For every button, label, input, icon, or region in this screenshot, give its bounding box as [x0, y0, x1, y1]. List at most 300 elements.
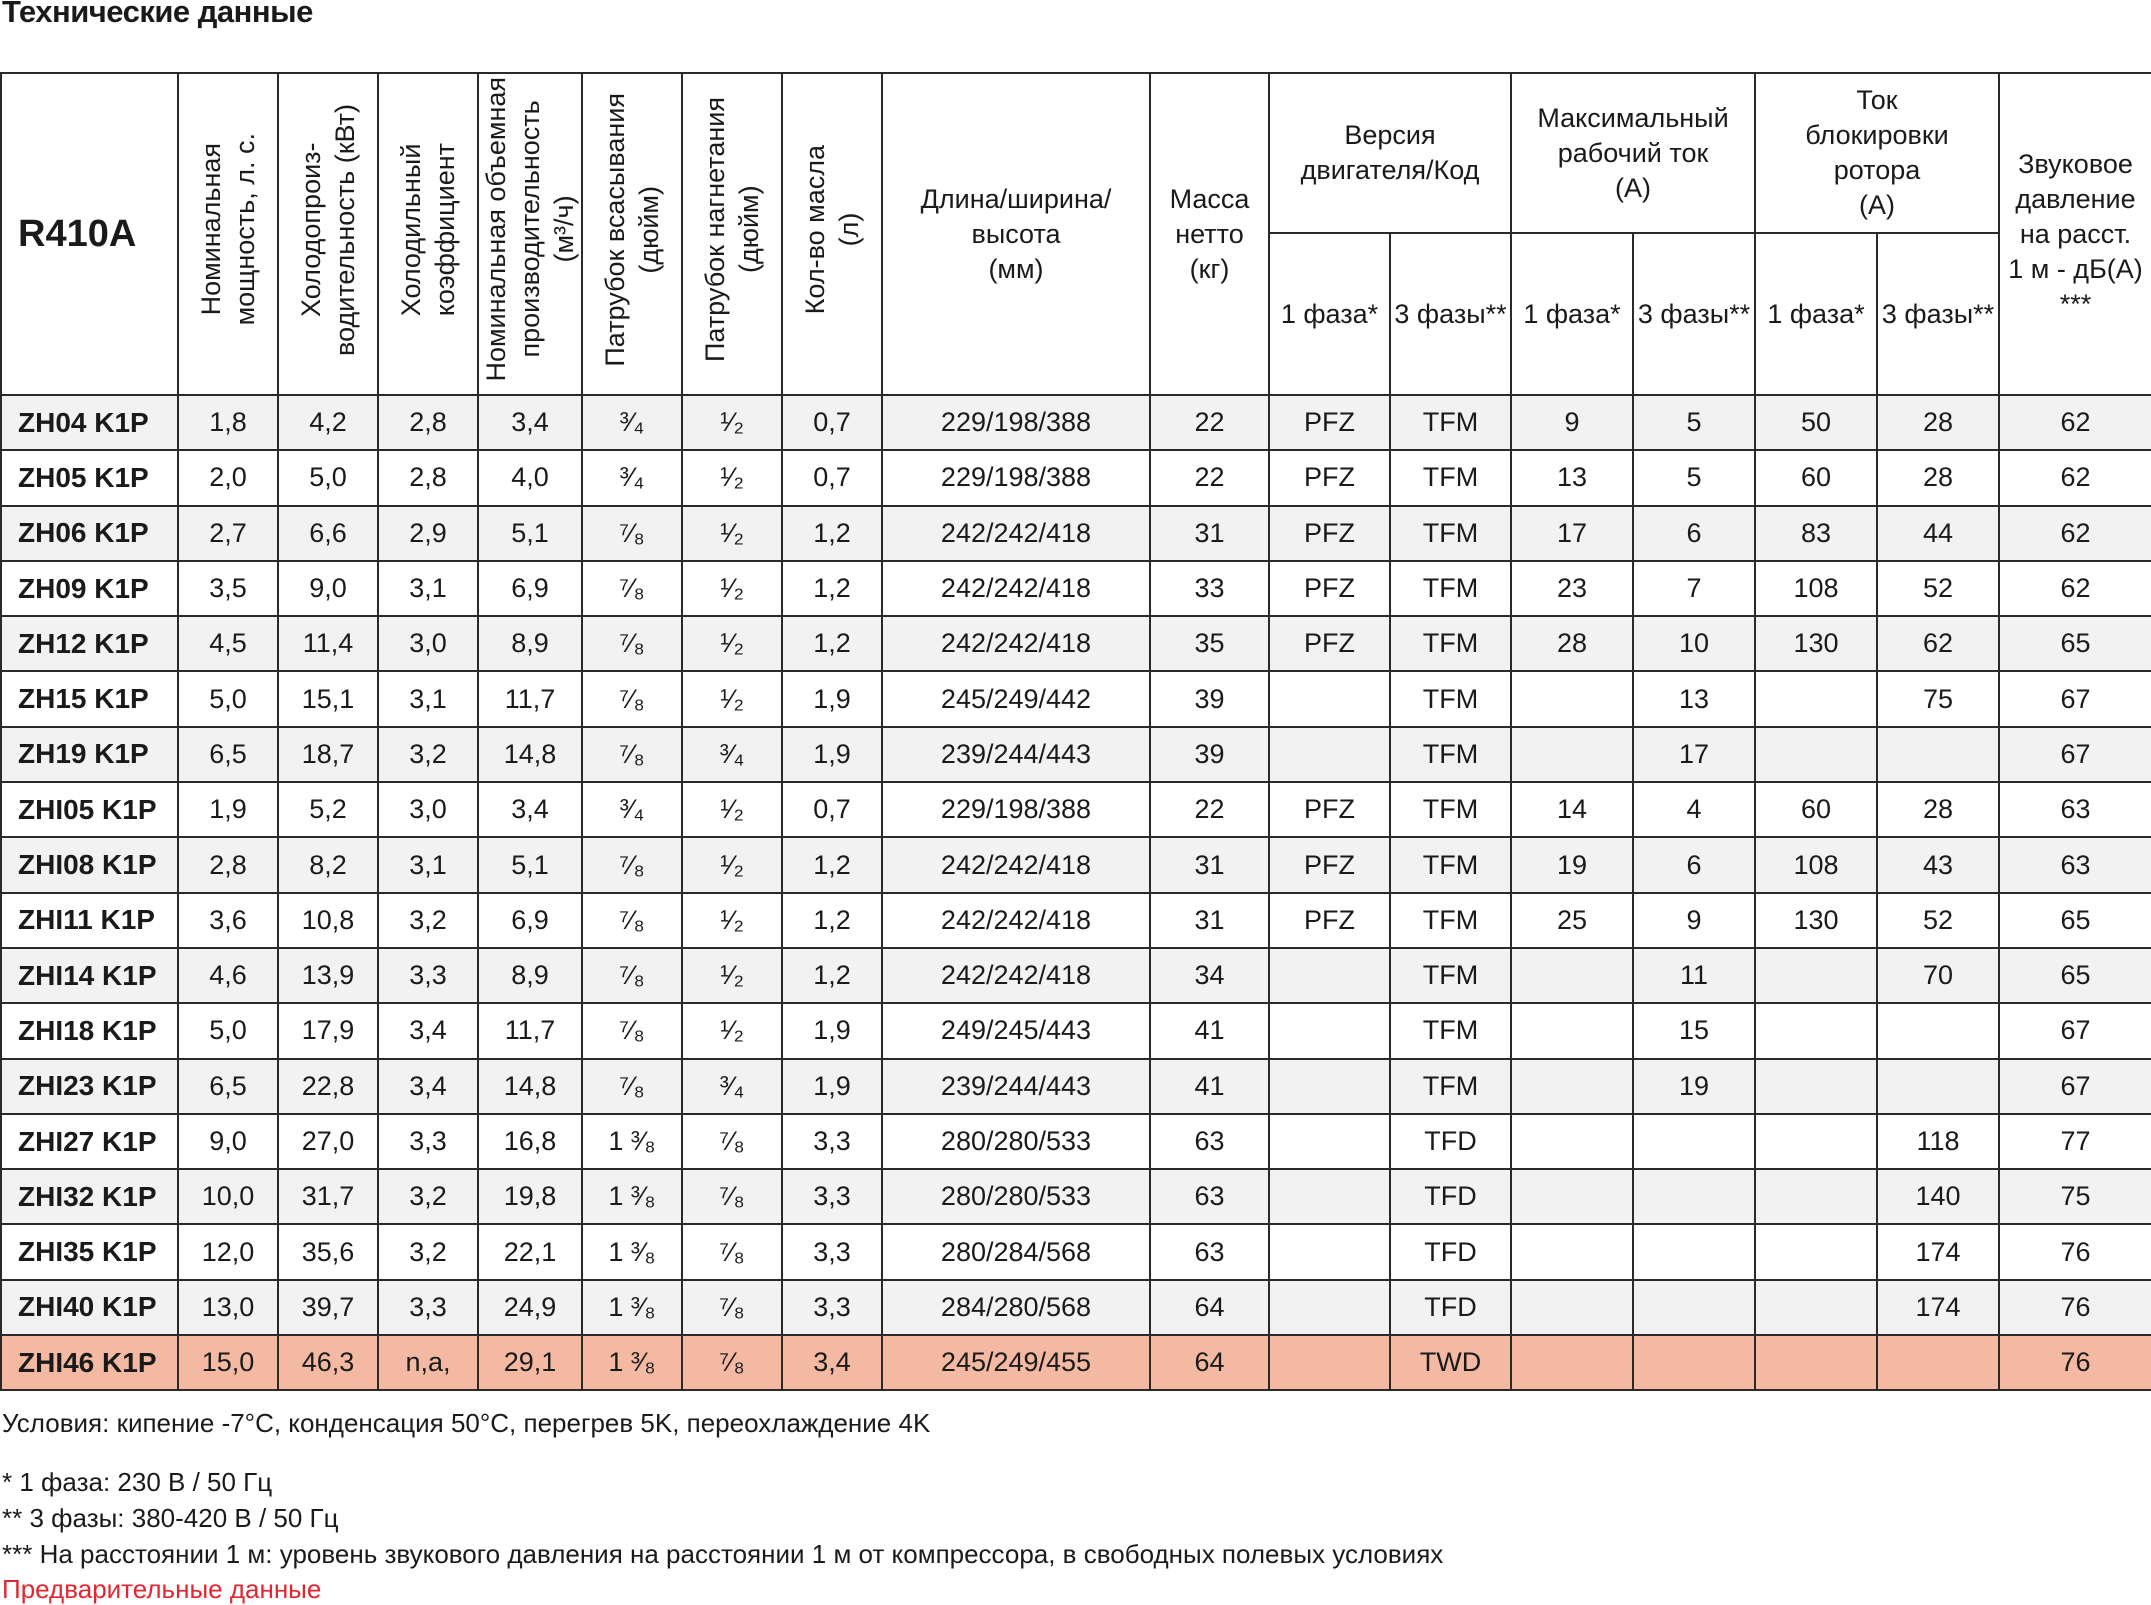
- cop-cell: 3,2: [378, 1224, 478, 1279]
- current-3phase-cell: [1633, 1169, 1755, 1224]
- displacement-cell: 8,9: [478, 616, 582, 671]
- table-row: [1, 450, 2151, 505]
- dimensions-cell: 239/244/443: [882, 727, 1150, 782]
- displacement-cell: 22,1: [478, 1224, 582, 1279]
- weight-cell: 41: [1150, 1003, 1269, 1058]
- model-cell: ZH04 K1P: [1, 395, 178, 450]
- suction-cell: ³⁄₄: [582, 395, 682, 450]
- header-motor-3phase: 3 фазы**: [1390, 233, 1511, 395]
- suction-cell: ⁷⁄₈: [582, 837, 682, 892]
- suction-cell: ⁷⁄₈: [582, 506, 682, 561]
- sound-cell: 62: [1999, 450, 2151, 505]
- table-row: [1, 1169, 2151, 1224]
- cop-cell: 3,3: [378, 1114, 478, 1169]
- sound-cell: 67: [1999, 727, 2151, 782]
- header-dimensions-text: Длина/ширина/ высота (мм): [920, 183, 1112, 284]
- test-conditions: Условия: кипение -7°C, конденсация 50°C, перегрев 5K, переохлаждение 4K: [2, 1408, 931, 1438]
- motor-1phase-cell: PFZ: [1269, 450, 1390, 505]
- current-1phase-cell: [1511, 671, 1633, 726]
- discharge-cell: ¹⁄₂: [682, 506, 782, 561]
- oil-cell: 1,2: [782, 948, 882, 1003]
- hp-cell: 1,9: [178, 782, 278, 837]
- motor-1phase-cell: [1269, 1224, 1390, 1279]
- discharge-cell: ⁷⁄₈: [682, 1114, 782, 1169]
- hp-cell: 2,0: [178, 450, 278, 505]
- cop-cell: n,a,: [378, 1335, 478, 1390]
- displacement-cell: 3,4: [478, 395, 582, 450]
- header-cop-text: Холодильный коэффициент: [396, 142, 460, 317]
- motor-3phase-cell: TWD: [1390, 1335, 1511, 1390]
- discharge-cell: ⁷⁄₈: [682, 1224, 782, 1279]
- displacement-cell: 11,7: [478, 1003, 582, 1058]
- hp-cell: 6,5: [178, 727, 278, 782]
- cop-cell: 2,8: [378, 450, 478, 505]
- suction-cell: ⁷⁄₈: [582, 893, 682, 948]
- header-locked-rotor-text: Ток блокировки ротора (А): [1805, 85, 1949, 220]
- hp-cell: 2,8: [178, 837, 278, 892]
- header-capacity-text: Холодопроиз- водительность (кВт): [296, 103, 360, 356]
- header-discharge-text: Патрубок нагнетания (дюйм): [700, 96, 764, 362]
- footnote-3-phase: ** 3 фазы: 380-420 В / 50 Гц: [2, 1503, 339, 1533]
- model-cell: ZHI23 K1P: [1, 1059, 178, 1114]
- header-locked-rotor: [1755, 73, 1999, 233]
- motor-3phase-cell: TFD: [1390, 1114, 1511, 1169]
- sound-cell: 65: [1999, 893, 2151, 948]
- oil-cell: 1,2: [782, 506, 882, 561]
- displacement-cell: 4,0: [478, 450, 582, 505]
- suction-cell: ⁷⁄₈: [582, 616, 682, 671]
- cop-cell: 2,9: [378, 506, 478, 561]
- current-1phase-cell: [1511, 1003, 1633, 1058]
- motor-1phase-cell: PFZ: [1269, 782, 1390, 837]
- current-1phase-cell: [1511, 727, 1633, 782]
- suction-cell: ⁷⁄₈: [582, 727, 682, 782]
- motor-1phase-cell: PFZ: [1269, 893, 1390, 948]
- header-hp-text: Номинальная мощность, л. с.: [196, 133, 260, 326]
- lra-1phase-cell: [1755, 1169, 1877, 1224]
- lra-3phase-cell: [1877, 1003, 1999, 1058]
- capacity-cell: 5,2: [278, 782, 378, 837]
- displacement-cell: 24,9: [478, 1280, 582, 1335]
- lra-1phase-cell: [1755, 1003, 1877, 1058]
- suction-cell: ⁷⁄₈: [582, 1003, 682, 1058]
- current-3phase-cell: 11: [1633, 948, 1755, 1003]
- capacity-cell: 6,6: [278, 506, 378, 561]
- capacity-cell: 15,1: [278, 671, 378, 726]
- hp-cell: 1,8: [178, 395, 278, 450]
- page-title: Технические данные: [2, 0, 313, 29]
- lra-1phase-cell: [1755, 1335, 1877, 1390]
- lra-1phase-cell: 130: [1755, 893, 1877, 948]
- table-row: [1, 1224, 2151, 1279]
- oil-cell: 3,3: [782, 1224, 882, 1279]
- motor-3phase-cell: TFM: [1390, 782, 1511, 837]
- lra-1phase-cell: [1755, 1114, 1877, 1169]
- capacity-cell: 22,8: [278, 1059, 378, 1114]
- motor-1phase-cell: PFZ: [1269, 837, 1390, 892]
- dimensions-cell: 242/242/418: [882, 893, 1150, 948]
- cop-cell: 3,1: [378, 561, 478, 616]
- model-cell: ZH19 K1P: [1, 727, 178, 782]
- table-row: [1, 1335, 2151, 1390]
- sound-cell: 63: [1999, 837, 2151, 892]
- discharge-cell: ⁷⁄₈: [682, 1335, 782, 1390]
- lra-3phase-cell: 28: [1877, 782, 1999, 837]
- table-row: [1, 616, 2151, 671]
- dimensions-cell: 245/249/442: [882, 671, 1150, 726]
- sound-cell: 65: [1999, 616, 2151, 671]
- motor-3phase-cell: TFM: [1390, 1003, 1511, 1058]
- header-weight: [1150, 73, 1269, 395]
- cop-cell: 3,2: [378, 893, 478, 948]
- motor-1phase-cell: PFZ: [1269, 561, 1390, 616]
- header-motor-version-text: Версия двигателя/Код: [1300, 120, 1480, 185]
- header-lra-3phase: 3 фазы**: [1877, 233, 1999, 395]
- spec-table-body: [1, 395, 2151, 1390]
- model-cell: ZH09 K1P: [1, 561, 178, 616]
- motor-3phase-cell: TFM: [1390, 561, 1511, 616]
- suction-cell: 1 ³⁄₈: [582, 1224, 682, 1279]
- sound-cell: 62: [1999, 561, 2151, 616]
- cop-cell: 3,4: [378, 1003, 478, 1058]
- cop-cell: 3,1: [378, 837, 478, 892]
- header-cop: [378, 73, 478, 395]
- displacement-cell: 14,8: [478, 1059, 582, 1114]
- lra-3phase-cell: 118: [1877, 1114, 1999, 1169]
- table-row: [1, 561, 2151, 616]
- lra-3phase-cell: 140: [1877, 1169, 1999, 1224]
- lra-1phase-cell: [1755, 1280, 1877, 1335]
- lra-3phase-cell: 52: [1877, 893, 1999, 948]
- model-cell: ZH06 K1P: [1, 506, 178, 561]
- model-cell: ZH15 K1P: [1, 671, 178, 726]
- lra-1phase-cell: 108: [1755, 837, 1877, 892]
- lra-3phase-cell: [1877, 1059, 1999, 1114]
- discharge-cell: ¹⁄₂: [682, 671, 782, 726]
- sound-cell: 63: [1999, 782, 2151, 837]
- suction-cell: 1 ³⁄₈: [582, 1335, 682, 1390]
- suction-cell: ³⁄₄: [582, 450, 682, 505]
- refrigerant-label: R410A: [1, 73, 178, 395]
- header-motor-1phase: 1 фаза*: [1269, 233, 1390, 395]
- current-1phase-cell: [1511, 1114, 1633, 1169]
- discharge-cell: ¹⁄₂: [682, 1003, 782, 1058]
- motor-1phase-cell: [1269, 948, 1390, 1003]
- hp-cell: 3,5: [178, 561, 278, 616]
- model-cell: ZHI18 K1P: [1, 1003, 178, 1058]
- current-1phase-cell: 25: [1511, 893, 1633, 948]
- weight-cell: 64: [1150, 1335, 1269, 1390]
- displacement-cell: 11,7: [478, 671, 582, 726]
- current-1phase-cell: 13: [1511, 450, 1633, 505]
- model-cell: ZHI05 K1P: [1, 782, 178, 837]
- header-oil: [782, 73, 882, 395]
- weight-cell: 31: [1150, 837, 1269, 892]
- motor-1phase-cell: [1269, 1280, 1390, 1335]
- displacement-cell: 6,9: [478, 893, 582, 948]
- table-row: [1, 948, 2151, 1003]
- current-3phase-cell: [1633, 1280, 1755, 1335]
- displacement-cell: 3,4: [478, 782, 582, 837]
- table-row: [1, 1059, 2151, 1114]
- lra-3phase-cell: [1877, 727, 1999, 782]
- current-1phase-cell: 23: [1511, 561, 1633, 616]
- cop-cell: 3,0: [378, 782, 478, 837]
- lra-1phase-cell: 130: [1755, 616, 1877, 671]
- current-3phase-cell: 9: [1633, 893, 1755, 948]
- discharge-cell: ¹⁄₂: [682, 948, 782, 1003]
- motor-3phase-cell: TFD: [1390, 1224, 1511, 1279]
- dimensions-cell: 242/242/418: [882, 561, 1150, 616]
- header-displacement: [478, 73, 582, 395]
- lra-1phase-cell: [1755, 948, 1877, 1003]
- oil-cell: 1,2: [782, 616, 882, 671]
- sound-cell: 62: [1999, 395, 2151, 450]
- header-max-current-text: Максимальный рабочий ток (А): [1537, 102, 1729, 203]
- weight-cell: 35: [1150, 616, 1269, 671]
- current-1phase-cell: 14: [1511, 782, 1633, 837]
- weight-cell: 63: [1150, 1169, 1269, 1224]
- dimensions-cell: 242/242/418: [882, 837, 1150, 892]
- cop-cell: 3,0: [378, 616, 478, 671]
- oil-cell: 0,7: [782, 395, 882, 450]
- lra-1phase-cell: 108: [1755, 561, 1877, 616]
- suction-cell: ³⁄₄: [582, 782, 682, 837]
- dimensions-cell: 229/198/388: [882, 782, 1150, 837]
- table-row: [1, 893, 2151, 948]
- header-dimensions: [882, 73, 1150, 395]
- lra-3phase-cell: 174: [1877, 1224, 1999, 1279]
- capacity-cell: 31,7: [278, 1169, 378, 1224]
- dimensions-cell: 280/280/533: [882, 1169, 1150, 1224]
- dimensions-cell: 245/249/455: [882, 1335, 1150, 1390]
- displacement-cell: 14,8: [478, 727, 582, 782]
- motor-3phase-cell: TFM: [1390, 450, 1511, 505]
- model-cell: ZHI40 K1P: [1, 1280, 178, 1335]
- displacement-cell: 16,8: [478, 1114, 582, 1169]
- current-3phase-cell: 5: [1633, 395, 1755, 450]
- current-3phase-cell: 6: [1633, 837, 1755, 892]
- header-sound: [1999, 73, 2151, 395]
- oil-cell: 3,3: [782, 1114, 882, 1169]
- current-3phase-cell: 19: [1633, 1059, 1755, 1114]
- discharge-cell: ¹⁄₂: [682, 837, 782, 892]
- discharge-cell: ¹⁄₂: [682, 561, 782, 616]
- capacity-cell: 9,0: [278, 561, 378, 616]
- current-1phase-cell: [1511, 1059, 1633, 1114]
- cop-cell: 3,4: [378, 1059, 478, 1114]
- weight-cell: 63: [1150, 1114, 1269, 1169]
- dimensions-cell: 239/244/443: [882, 1059, 1150, 1114]
- oil-cell: 1,2: [782, 561, 882, 616]
- spec-table: [0, 72, 2151, 1391]
- sound-cell: 76: [1999, 1335, 2151, 1390]
- capacity-cell: 39,7: [278, 1280, 378, 1335]
- motor-3phase-cell: TFM: [1390, 893, 1511, 948]
- weight-cell: 22: [1150, 450, 1269, 505]
- capacity-cell: 4,2: [278, 395, 378, 450]
- motor-1phase-cell: [1269, 1335, 1390, 1390]
- header-suction: [582, 73, 682, 395]
- model-cell: ZHI08 K1P: [1, 837, 178, 892]
- footnote-1-phase: * 1 фаза: 230 В / 50 Гц: [2, 1467, 273, 1497]
- lra-3phase-cell: 75: [1877, 671, 1999, 726]
- weight-cell: 39: [1150, 671, 1269, 726]
- weight-cell: 31: [1150, 893, 1269, 948]
- model-cell: ZH12 K1P: [1, 616, 178, 671]
- current-3phase-cell: 6: [1633, 506, 1755, 561]
- hp-cell: 4,5: [178, 616, 278, 671]
- weight-cell: 31: [1150, 506, 1269, 561]
- discharge-cell: ³⁄₄: [682, 1059, 782, 1114]
- cop-cell: 3,2: [378, 727, 478, 782]
- capacity-cell: 11,4: [278, 616, 378, 671]
- lra-3phase-cell: 62: [1877, 616, 1999, 671]
- header-hp: [178, 73, 278, 395]
- motor-1phase-cell: PFZ: [1269, 395, 1390, 450]
- current-1phase-cell: 9: [1511, 395, 1633, 450]
- motor-3phase-cell: TFD: [1390, 1280, 1511, 1335]
- lra-1phase-cell: [1755, 671, 1877, 726]
- motor-3phase-cell: TFM: [1390, 727, 1511, 782]
- sound-cell: 76: [1999, 1280, 2151, 1335]
- oil-cell: 1,9: [782, 727, 882, 782]
- capacity-cell: 10,8: [278, 893, 378, 948]
- weight-cell: 41: [1150, 1059, 1269, 1114]
- suction-cell: ⁷⁄₈: [582, 671, 682, 726]
- current-1phase-cell: [1511, 948, 1633, 1003]
- model-cell: ZHI11 K1P: [1, 893, 178, 948]
- discharge-cell: ³⁄₄: [682, 727, 782, 782]
- lra-3phase-cell: 28: [1877, 395, 1999, 450]
- dimensions-cell: 249/245/443: [882, 1003, 1150, 1058]
- cop-cell: 3,2: [378, 1169, 478, 1224]
- motor-1phase-cell: [1269, 727, 1390, 782]
- lra-1phase-cell: [1755, 1059, 1877, 1114]
- sound-cell: 77: [1999, 1114, 2151, 1169]
- table-row: [1, 395, 2151, 450]
- dimensions-cell: 229/198/388: [882, 450, 1150, 505]
- displacement-cell: 8,9: [478, 948, 582, 1003]
- model-cell: ZH05 K1P: [1, 450, 178, 505]
- capacity-cell: 13,9: [278, 948, 378, 1003]
- motor-1phase-cell: [1269, 671, 1390, 726]
- discharge-cell: ¹⁄₂: [682, 395, 782, 450]
- table-row: [1, 506, 2151, 561]
- current-3phase-cell: [1633, 1335, 1755, 1390]
- model-cell: ZHI27 K1P: [1, 1114, 178, 1169]
- weight-cell: 63: [1150, 1224, 1269, 1279]
- hp-cell: 13,0: [178, 1280, 278, 1335]
- header-suction-text: Патрубок всасывания (дюйм): [600, 92, 664, 367]
- model-cell: ZHI32 K1P: [1, 1169, 178, 1224]
- dimensions-cell: 242/242/418: [882, 616, 1150, 671]
- header-oil-text: Кол-во масла (л): [800, 144, 864, 315]
- hp-cell: 3,6: [178, 893, 278, 948]
- motor-1phase-cell: [1269, 1003, 1390, 1058]
- motor-3phase-cell: TFM: [1390, 506, 1511, 561]
- header-weight-text: Масса нетто (кг): [1169, 183, 1250, 284]
- lra-1phase-cell: [1755, 727, 1877, 782]
- lra-3phase-cell: 174: [1877, 1280, 1999, 1335]
- motor-3phase-cell: TFM: [1390, 671, 1511, 726]
- lra-3phase-cell: 52: [1877, 561, 1999, 616]
- sound-cell: 76: [1999, 1224, 2151, 1279]
- sound-cell: 65: [1999, 948, 2151, 1003]
- dimensions-cell: 242/242/418: [882, 506, 1150, 561]
- header-lra-1phase: 1 фаза*: [1755, 233, 1877, 395]
- oil-cell: 0,7: [782, 782, 882, 837]
- displacement-cell: 5,1: [478, 837, 582, 892]
- current-1phase-cell: 19: [1511, 837, 1633, 892]
- displacement-cell: 19,8: [478, 1169, 582, 1224]
- lra-3phase-cell: 43: [1877, 837, 1999, 892]
- current-3phase-cell: 10: [1633, 616, 1755, 671]
- capacity-cell: 17,9: [278, 1003, 378, 1058]
- discharge-cell: ⁷⁄₈: [682, 1280, 782, 1335]
- motor-3phase-cell: TFM: [1390, 948, 1511, 1003]
- oil-cell: 1,9: [782, 1059, 882, 1114]
- header-max-current: [1511, 73, 1755, 233]
- weight-cell: 33: [1150, 561, 1269, 616]
- sound-cell: 67: [1999, 1059, 2151, 1114]
- capacity-cell: 5,0: [278, 450, 378, 505]
- displacement-cell: 29,1: [478, 1335, 582, 1390]
- current-3phase-cell: 13: [1633, 671, 1755, 726]
- current-3phase-cell: 4: [1633, 782, 1755, 837]
- current-1phase-cell: [1511, 1169, 1633, 1224]
- motor-1phase-cell: [1269, 1114, 1390, 1169]
- oil-cell: 3,4: [782, 1335, 882, 1390]
- current-3phase-cell: 7: [1633, 561, 1755, 616]
- oil-cell: 3,3: [782, 1169, 882, 1224]
- header-motor-version: [1269, 73, 1511, 233]
- dimensions-cell: 280/284/568: [882, 1224, 1150, 1279]
- discharge-cell: ¹⁄₂: [682, 782, 782, 837]
- oil-cell: 1,2: [782, 893, 882, 948]
- motor-3phase-cell: TFM: [1390, 837, 1511, 892]
- header-capacity: [278, 73, 378, 395]
- header-sound-text: Звуковое давление на расст. 1 м - дБ(А) ***: [2008, 148, 2143, 319]
- sound-cell: 62: [1999, 506, 2151, 561]
- current-1phase-cell: [1511, 1224, 1633, 1279]
- sound-cell: 75: [1999, 1169, 2151, 1224]
- cop-cell: 3,3: [378, 948, 478, 1003]
- capacity-cell: 35,6: [278, 1224, 378, 1279]
- motor-1phase-cell: [1269, 1169, 1390, 1224]
- discharge-cell: ¹⁄₂: [682, 616, 782, 671]
- current-1phase-cell: [1511, 1280, 1633, 1335]
- motor-3phase-cell: TFD: [1390, 1169, 1511, 1224]
- footnote-sound: *** На расстоянии 1 м: уровень звукового давления на расстоянии 1 м от компрессора, в свободных полевых условиях: [2, 1539, 1444, 1569]
- weight-cell: 22: [1150, 395, 1269, 450]
- capacity-cell: 18,7: [278, 727, 378, 782]
- sound-cell: 67: [1999, 671, 2151, 726]
- weight-cell: 39: [1150, 727, 1269, 782]
- hp-cell: 5,0: [178, 671, 278, 726]
- dimensions-cell: 284/280/568: [882, 1280, 1150, 1335]
- capacity-cell: 46,3: [278, 1335, 378, 1390]
- current-3phase-cell: [1633, 1224, 1755, 1279]
- lra-3phase-cell: 70: [1877, 948, 1999, 1003]
- discharge-cell: ¹⁄₂: [682, 450, 782, 505]
- motor-1phase-cell: [1269, 1059, 1390, 1114]
- oil-cell: 3,3: [782, 1280, 882, 1335]
- suction-cell: 1 ³⁄₈: [582, 1280, 682, 1335]
- cop-cell: 2,8: [378, 395, 478, 450]
- suction-cell: 1 ³⁄₈: [582, 1114, 682, 1169]
- suction-cell: 1 ³⁄₈: [582, 1169, 682, 1224]
